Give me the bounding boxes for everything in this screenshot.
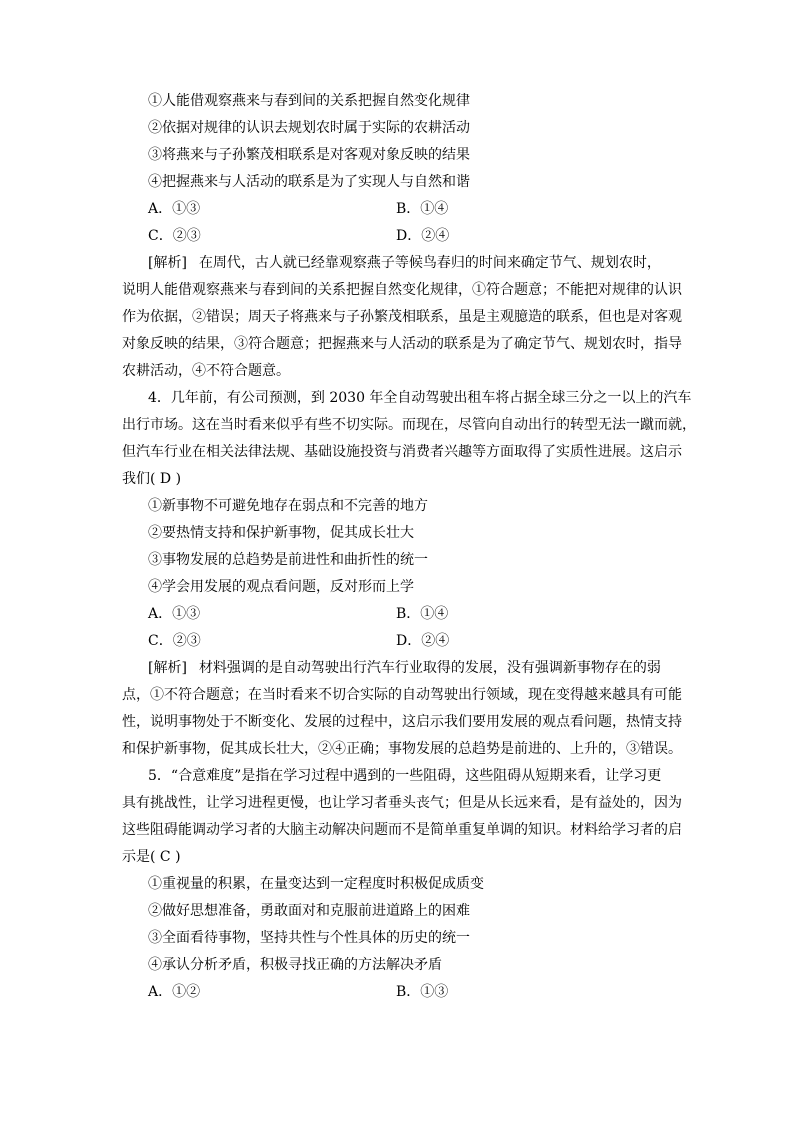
q5-option-b: B．①③ bbox=[396, 984, 449, 1000]
q3-option-a: A．①③ bbox=[148, 201, 201, 217]
q4-statements bbox=[122, 493, 674, 601]
q3-analysis-line-5: 农耕活动，④不符合题意。 bbox=[122, 363, 290, 379]
q5-stem-line-2: 具有挑战性，让学习进程更慢，也让学习者垂头丧气；但是从长远来看，是有益处的，因为 bbox=[122, 795, 682, 811]
q4-option-d: D．②④ bbox=[396, 633, 450, 649]
q3-analysis-line-3: 作为依据，②错误；周天子将燕来与子孙繁茂相联系，虽是主观臆造的联系，但也是对客观 bbox=[122, 309, 682, 325]
q3-analysis bbox=[122, 250, 682, 385]
q3-option-c: C．②③ bbox=[148, 228, 201, 244]
q3-statement-1: ①人能借观察燕来与春到间的关系把握自然变化规律 bbox=[148, 93, 470, 109]
q4-options-row-2 bbox=[122, 628, 674, 655]
q3-statements bbox=[122, 88, 674, 196]
q4-option-a: A．①③ bbox=[148, 606, 201, 622]
q4-analysis-text-1: 材料强调的是自动驾驶出行汽车行业取得的发展，没有强调新事物存在的弱 bbox=[198, 660, 661, 676]
q4-statement-3: ③事物发展的总趋势是前进性和曲折性的统一 bbox=[148, 552, 428, 568]
q5-stem bbox=[122, 763, 682, 871]
q3-analysis-tag: [解析] bbox=[148, 255, 187, 271]
q4-statement-4: ④学会用发展的观点看问题，反对形而上学 bbox=[148, 579, 414, 595]
q3-statement-2: ②依据对规律的认识去规划农时属于实际的农耕活动 bbox=[148, 120, 470, 136]
q4-analysis-line-2: 点，①不符合题意；在当时看来不切合实际的自动驾驶出行领域，现在变得越来越具有可能 bbox=[122, 687, 682, 703]
q3-options-row-1 bbox=[122, 196, 674, 223]
q4-option-c: C．②③ bbox=[148, 633, 201, 649]
q5-option-a: A．①② bbox=[148, 984, 201, 1000]
q4-statement-2: ②要热情支持和保护新事物，促其成长壮大 bbox=[148, 525, 414, 541]
q4-stem-line-3: 但汽车行业在相关法律法规、基础设施投资与消费者兴趣等方面取得了实质性进展。这启示 bbox=[122, 444, 682, 460]
q4-analysis-line-3: 性，说明事物处于不断变化、发展的过程中，这启示我们要用发展的观点看问题，热情支持 bbox=[122, 714, 682, 730]
q5-stem-line-4: 示是( C ) bbox=[122, 849, 181, 865]
q5-stem-line-1: 5．“合意难度”是指在学习过程中遇到的一些阻碍，这些阻碍从短期来看，让学习更 bbox=[148, 768, 662, 784]
q4-stem-line-2: 出行市场。这在当时看来似乎有些不切实际。而现在，尽管向自动出行的转型无法一蹴而就， bbox=[122, 417, 696, 433]
q3-option-b: B．①④ bbox=[396, 201, 449, 217]
q5-statement-4: ④承认分析矛盾，积极寻找正确的方法解决矛盾 bbox=[148, 957, 442, 973]
q5-statement-2: ②做好思想准备，勇敢面对和克服前进道路上的困难 bbox=[148, 903, 470, 919]
q4-analysis-line-1 bbox=[122, 655, 674, 682]
q3-options-row-2 bbox=[122, 223, 674, 250]
q5-statements bbox=[122, 871, 674, 979]
q3-statement-4: ④把握燕来与人活动的联系是为了实现人与自然和谐 bbox=[148, 174, 470, 190]
q5-statement-1: ①重视量的积累，在量变达到一定程度时积极促成质变 bbox=[148, 876, 484, 892]
q3-option-d: D．②④ bbox=[396, 228, 450, 244]
q4-stem-line-1: 4．几年前，有公司预测，到 2030 年全自动驾驶出租车将占据全球三分之一以上的汽车 bbox=[148, 390, 692, 406]
q3-statement-3: ③将燕来与子孙繁茂相联系是对客观对象反映的结果 bbox=[148, 147, 470, 163]
q5-options-row-1 bbox=[122, 979, 674, 1006]
q5-stem-line-3: 这些阻碍能调动学习者的大脑主动解决问题而不是简单重复单调的知识。材料给学习者的启 bbox=[122, 822, 682, 838]
q3-analysis-line-4: 对象反映的结果，③符合题意；把握燕来与人活动的联系是为了确定节气、规划农时，指导 bbox=[122, 336, 682, 352]
q4-analysis-line-4: 和保护新事物，促其成长壮大，②④正确；事物发展的总趋势是前进的、上升的，③错误。 bbox=[122, 741, 682, 757]
q4-stem-line-4: 我们( D ) bbox=[122, 471, 182, 487]
q4-options-row-1 bbox=[122, 601, 674, 628]
q3-analysis-line-1 bbox=[122, 250, 674, 277]
q4-analysis-tag: [解析] bbox=[148, 660, 187, 676]
q4-stem bbox=[122, 385, 696, 493]
q3-analysis-text-1: 在周代，古人就已经靠观察燕子等候鸟春归的时间来确定节气、规划农时， bbox=[198, 255, 661, 271]
q4-analysis bbox=[122, 655, 682, 763]
document-page bbox=[122, 88, 696, 1006]
q3-analysis-line-2: 说明人能借观察燕来与春到间的关系把握自然变化规律，①符合题意；不能把对规律的认识 bbox=[122, 282, 682, 298]
q5-statement-3: ③全面看待事物，坚持共性与个性具体的历史的统一 bbox=[148, 930, 470, 946]
q4-statement-1: ①新事物不可避免地存在弱点和不完善的地方 bbox=[148, 498, 428, 514]
q4-option-b: B．①④ bbox=[396, 606, 449, 622]
